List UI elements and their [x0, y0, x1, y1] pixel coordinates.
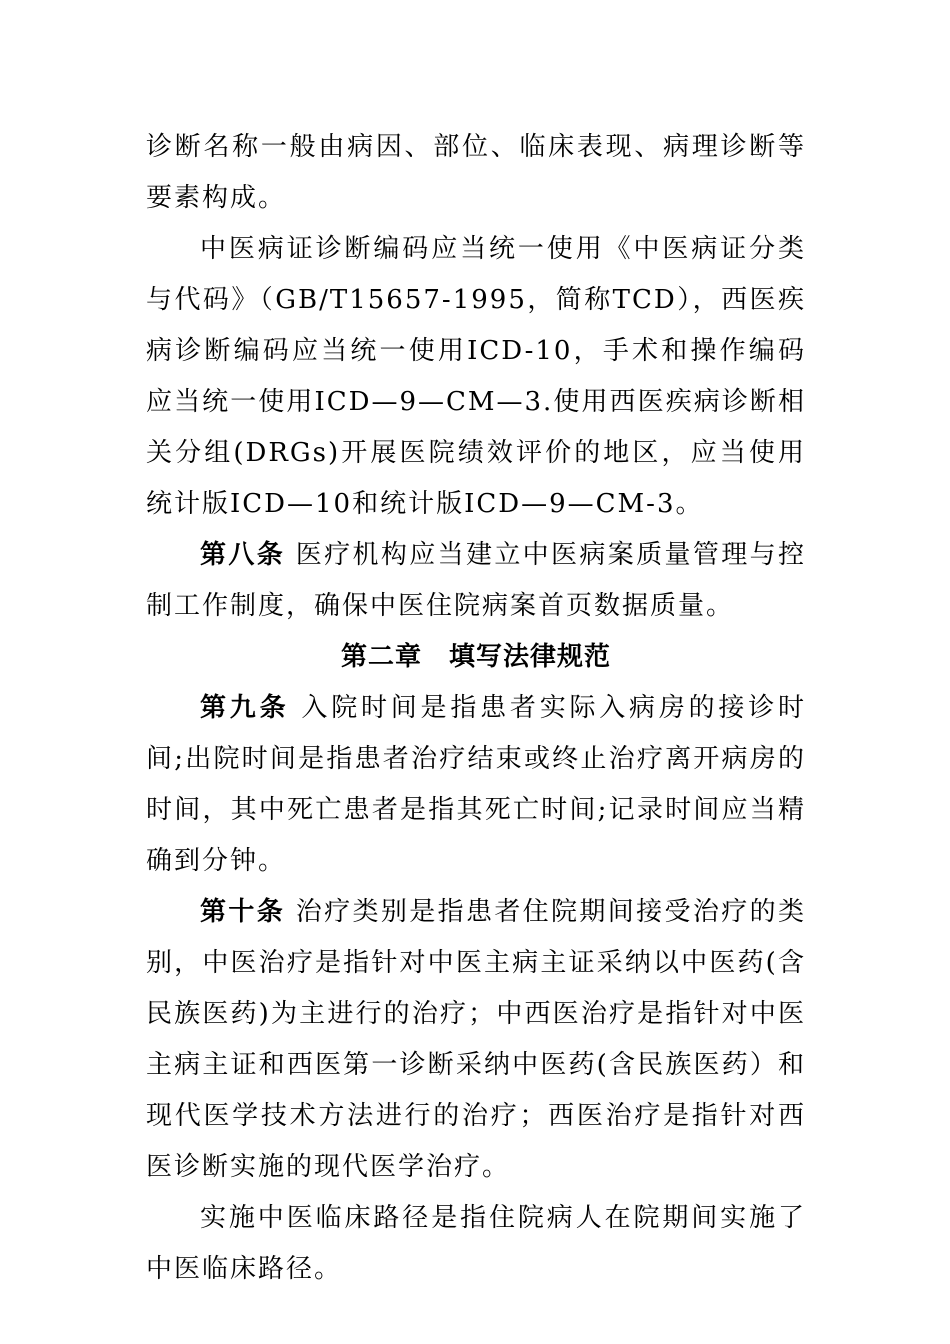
paragraph-diagnosis-name: 诊断名称一般由病因、部位、临床表现、病理诊断等要素构成。	[146, 132, 806, 213]
chapter-title: 第二章 填写法律规范	[340, 642, 611, 672]
article-10-heading: 第十条	[200, 897, 286, 927]
article-8-heading: 第八条	[200, 540, 286, 570]
document-page	[146, 122, 806, 1295]
article-10	[146, 887, 806, 1193]
paragraph-coding-standard: 中医病证诊断编码应当统一使用《中医病证分类与代码》（GB/T15657-1995，简称TCD），西医疾病诊断编码应当统一使用ICD-10，手术和操作编码应当统一使用ICD—9—CM—3.使用西医疾病诊断相关分组(DRGs)开展医院绩效评价的地区，应当使用统计版ICD—10和统计版ICD—9—CM-3。	[146, 234, 806, 519]
article-10-body: 治疗类别是指患者住院期间接受治疗的类别，中医治疗是指针对中医主病主证采纳以中医药(含民族医药)为主进行的治疗；中西医治疗是指针对中医主病主证和西医第一诊断采纳中医药(含民族医药）和现代医学技术方法进行的治疗；西医治疗是指针对西医诊断实施的现代医学治疗。	[146, 897, 806, 1182]
article-9-body: 入院时间是指患者实际入病房的接诊时间;出院时间是指患者治疗结束或终止治疗离开病房的时间，其中死亡患者是指其死亡时间;记录时间应当精确到分钟。	[146, 693, 806, 876]
article-9	[146, 683, 806, 887]
article-8-body: 医疗机构应当建立中医病案质量管理与控制工作制度，确保中医住院病案首页数据质量。	[146, 540, 806, 621]
article-8	[146, 530, 806, 632]
paragraph-clinical-pathway: 实施中医临床路径是指住院病人在院期间实施了中医临床路径。	[146, 1203, 806, 1284]
article-9-heading: 第九条	[200, 693, 290, 723]
